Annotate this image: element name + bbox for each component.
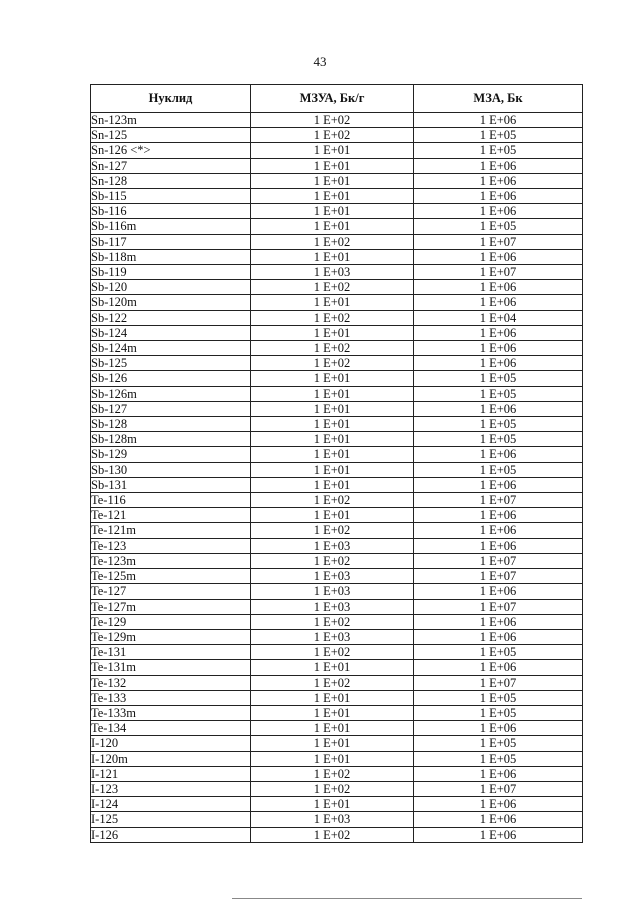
- table-row: [91, 113, 583, 128]
- nuclide-cell: Sb-116m: [91, 219, 251, 234]
- activity-cell: 1 E+07: [414, 599, 583, 614]
- table-row: [91, 508, 583, 523]
- specific-activity-cell: 1 E+02: [251, 675, 414, 690]
- specific-activity-cell: 1 E+02: [251, 341, 414, 356]
- activity-cell: 1 E+05: [414, 371, 583, 386]
- specific-activity-cell: 1 E+03: [251, 812, 414, 827]
- specific-activity-cell: 1 E+03: [251, 599, 414, 614]
- table-row: [91, 599, 583, 614]
- header-nuclide: Нуклид: [91, 85, 251, 113]
- activity-cell: 1 E+05: [414, 736, 583, 751]
- nuclide-cell: Sb-124m: [91, 341, 251, 356]
- table-row: [91, 736, 583, 751]
- activity-cell: 1 E+06: [414, 508, 583, 523]
- activity-cell: 1 E+05: [414, 645, 583, 660]
- activity-cell: 1 E+06: [414, 356, 583, 371]
- nuclide-cell: Sn-126 <*>: [91, 143, 251, 158]
- activity-cell: 1 E+06: [414, 721, 583, 736]
- activity-cell: 1 E+07: [414, 781, 583, 796]
- specific-activity-cell: 1 E+01: [251, 432, 414, 447]
- specific-activity-cell: 1 E+01: [251, 508, 414, 523]
- table-row: [91, 447, 583, 462]
- activity-cell: 1 E+06: [414, 113, 583, 128]
- nuclide-cell: Sb-131: [91, 477, 251, 492]
- table-row: [91, 280, 583, 295]
- specific-activity-cell: 1 E+02: [251, 128, 414, 143]
- nuclide-cell: Sb-126: [91, 371, 251, 386]
- nuclide-cell: Sb-117: [91, 234, 251, 249]
- nuclide-cell: Sb-118m: [91, 249, 251, 264]
- table-row: [91, 523, 583, 538]
- activity-cell: 1 E+06: [414, 629, 583, 644]
- table-row: [91, 584, 583, 599]
- specific-activity-cell: 1 E+01: [251, 219, 414, 234]
- table-row: [91, 705, 583, 720]
- table-header-row: [91, 85, 583, 113]
- specific-activity-cell: 1 E+01: [251, 401, 414, 416]
- nuclide-cell: Te-127m: [91, 599, 251, 614]
- nuclide-cell: I-121: [91, 766, 251, 781]
- nuclide-cell: I-123: [91, 781, 251, 796]
- specific-activity-cell: 1 E+02: [251, 614, 414, 629]
- activity-cell: 1 E+05: [414, 462, 583, 477]
- nuclide-cell: Te-123: [91, 538, 251, 553]
- table-row: [91, 189, 583, 204]
- specific-activity-cell: 1 E+02: [251, 113, 414, 128]
- nuclide-cell: Sn-125: [91, 128, 251, 143]
- activity-cell: 1 E+05: [414, 705, 583, 720]
- specific-activity-cell: 1 E+01: [251, 386, 414, 401]
- table-row: [91, 401, 583, 416]
- table-row: [91, 265, 583, 280]
- table-row: [91, 173, 583, 188]
- nuclide-cell: Sn-128: [91, 173, 251, 188]
- specific-activity-cell: 1 E+02: [251, 523, 414, 538]
- specific-activity-cell: 1 E+02: [251, 781, 414, 796]
- table-row: [91, 295, 583, 310]
- specific-activity-cell: 1 E+01: [251, 797, 414, 812]
- specific-activity-cell: 1 E+01: [251, 371, 414, 386]
- table-row: [91, 781, 583, 796]
- nuclide-cell: Te-129m: [91, 629, 251, 644]
- specific-activity-cell: 1 E+02: [251, 645, 414, 660]
- nuclide-cell: Sb-120: [91, 280, 251, 295]
- specific-activity-cell: 1 E+01: [251, 705, 414, 720]
- activity-cell: 1 E+05: [414, 219, 583, 234]
- table-row: [91, 417, 583, 432]
- activity-cell: 1 E+05: [414, 751, 583, 766]
- nuclide-cell: Sb-120m: [91, 295, 251, 310]
- table-row: [91, 204, 583, 219]
- activity-cell: 1 E+05: [414, 386, 583, 401]
- nuclide-cell: Sb-128: [91, 417, 251, 432]
- activity-cell: 1 E+06: [414, 584, 583, 599]
- table-row: [91, 721, 583, 736]
- table-row: [91, 341, 583, 356]
- specific-activity-cell: 1 E+02: [251, 827, 414, 842]
- header-specific-activity: МЗУА, Бк/г: [251, 85, 414, 113]
- nuclide-cell: Te-131m: [91, 660, 251, 675]
- nuclide-cell: I-126: [91, 827, 251, 842]
- specific-activity-cell: 1 E+02: [251, 553, 414, 568]
- nuclide-cell: Sb-128m: [91, 432, 251, 447]
- activity-cell: 1 E+06: [414, 341, 583, 356]
- nuclide-cell: I-124: [91, 797, 251, 812]
- table-row: [91, 493, 583, 508]
- page-number: 43: [313, 54, 327, 69]
- specific-activity-cell: 1 E+02: [251, 234, 414, 249]
- specific-activity-cell: 1 E+01: [251, 143, 414, 158]
- specific-activity-cell: 1 E+03: [251, 629, 414, 644]
- activity-cell: 1 E+06: [414, 280, 583, 295]
- activity-cell: 1 E+06: [414, 189, 583, 204]
- activity-cell: 1 E+06: [414, 325, 583, 340]
- specific-activity-cell: 1 E+01: [251, 462, 414, 477]
- nuclide-cell: Sb-125: [91, 356, 251, 371]
- nuclide-cell: Te-132: [91, 675, 251, 690]
- nuclide-cell: Te-131: [91, 645, 251, 660]
- table-row: [91, 797, 583, 812]
- activity-cell: 1 E+07: [414, 493, 583, 508]
- specific-activity-cell: 1 E+01: [251, 325, 414, 340]
- table-row: [91, 477, 583, 492]
- table-row: [91, 751, 583, 766]
- specific-activity-cell: 1 E+01: [251, 204, 414, 219]
- table-row: [91, 310, 583, 325]
- nuclide-cell: Te-129: [91, 614, 251, 629]
- nuclide-cell: Te-134: [91, 721, 251, 736]
- specific-activity-cell: 1 E+01: [251, 173, 414, 188]
- nuclide-cell: I-120: [91, 736, 251, 751]
- table-row: [91, 629, 583, 644]
- nuclide-cell: Sb-129: [91, 447, 251, 462]
- activity-cell: 1 E+05: [414, 432, 583, 447]
- nuclide-cell: Sn-127: [91, 158, 251, 173]
- table-row: [91, 158, 583, 173]
- specific-activity-cell: 1 E+03: [251, 569, 414, 584]
- activity-cell: 1 E+07: [414, 675, 583, 690]
- activity-cell: 1 E+04: [414, 310, 583, 325]
- table-row: [91, 553, 583, 568]
- nuclide-cell: Sb-122: [91, 310, 251, 325]
- table-row: [91, 432, 583, 447]
- specific-activity-cell: 1 E+02: [251, 766, 414, 781]
- table-row: [91, 249, 583, 264]
- activity-cell: 1 E+06: [414, 401, 583, 416]
- nuclide-cell: Te-125m: [91, 569, 251, 584]
- table-row: [91, 219, 583, 234]
- nuclide-cell: Sb-116: [91, 204, 251, 219]
- table-row: [91, 675, 583, 690]
- activity-cell: 1 E+06: [414, 295, 583, 310]
- specific-activity-cell: 1 E+02: [251, 280, 414, 295]
- table-row: [91, 660, 583, 675]
- nuclide-cell: Te-121m: [91, 523, 251, 538]
- nuclide-cell: Sb-115: [91, 189, 251, 204]
- activity-cell: 1 E+07: [414, 234, 583, 249]
- table-row: [91, 462, 583, 477]
- specific-activity-cell: 1 E+02: [251, 493, 414, 508]
- activity-cell: 1 E+06: [414, 766, 583, 781]
- nuclide-cell: Te-127: [91, 584, 251, 599]
- nuclide-cell: Te-121: [91, 508, 251, 523]
- nuclide-cell: Sb-119: [91, 265, 251, 280]
- activity-cell: 1 E+07: [414, 569, 583, 584]
- activity-cell: 1 E+06: [414, 173, 583, 188]
- specific-activity-cell: 1 E+02: [251, 356, 414, 371]
- specific-activity-cell: 1 E+03: [251, 265, 414, 280]
- specific-activity-cell: 1 E+01: [251, 751, 414, 766]
- specific-activity-cell: 1 E+01: [251, 417, 414, 432]
- activity-cell: 1 E+06: [414, 158, 583, 173]
- table-row: [91, 143, 583, 158]
- table-row: [91, 371, 583, 386]
- activity-cell: 1 E+05: [414, 417, 583, 432]
- table-row: [91, 128, 583, 143]
- table-row: [91, 812, 583, 827]
- nuclide-table: [90, 84, 583, 843]
- nuclide-cell: Te-133: [91, 690, 251, 705]
- activity-cell: 1 E+05: [414, 143, 583, 158]
- specific-activity-cell: 1 E+01: [251, 158, 414, 173]
- nuclide-cell: Sb-126m: [91, 386, 251, 401]
- nuclide-cell: Sb-124: [91, 325, 251, 340]
- activity-cell: 1 E+07: [414, 265, 583, 280]
- specific-activity-cell: 1 E+01: [251, 189, 414, 204]
- specific-activity-cell: 1 E+01: [251, 690, 414, 705]
- activity-cell: 1 E+06: [414, 614, 583, 629]
- table-row: [91, 645, 583, 660]
- table-row: [91, 827, 583, 842]
- header-activity: МЗА, Бк: [414, 85, 583, 113]
- nuclide-cell: Te-116: [91, 493, 251, 508]
- table-body: [91, 113, 583, 843]
- activity-cell: 1 E+06: [414, 204, 583, 219]
- table-row: [91, 386, 583, 401]
- activity-cell: 1 E+06: [414, 523, 583, 538]
- nuclide-cell: Te-123m: [91, 553, 251, 568]
- table-row: [91, 690, 583, 705]
- activity-cell: 1 E+06: [414, 660, 583, 675]
- table-row: [91, 569, 583, 584]
- activity-cell: 1 E+05: [414, 128, 583, 143]
- activity-cell: 1 E+06: [414, 812, 583, 827]
- activity-cell: 1 E+06: [414, 538, 583, 553]
- activity-cell: 1 E+06: [414, 249, 583, 264]
- nuclide-cell: Te-133m: [91, 705, 251, 720]
- table-row: [91, 234, 583, 249]
- nuclide-cell: Sb-127: [91, 401, 251, 416]
- activity-cell: 1 E+06: [414, 827, 583, 842]
- specific-activity-cell: 1 E+01: [251, 477, 414, 492]
- nuclide-cell: Sb-130: [91, 462, 251, 477]
- table-row: [91, 325, 583, 340]
- specific-activity-cell: 1 E+02: [251, 310, 414, 325]
- activity-cell: 1 E+06: [414, 477, 583, 492]
- table-row: [91, 538, 583, 553]
- specific-activity-cell: 1 E+03: [251, 538, 414, 553]
- specific-activity-cell: 1 E+01: [251, 721, 414, 736]
- specific-activity-cell: 1 E+01: [251, 295, 414, 310]
- specific-activity-cell: 1 E+01: [251, 736, 414, 751]
- activity-cell: 1 E+06: [414, 447, 583, 462]
- nuclide-cell: Sn-123m: [91, 113, 251, 128]
- nuclide-cell: I-125: [91, 812, 251, 827]
- page-bottom-rule: [232, 898, 582, 899]
- table-row: [91, 614, 583, 629]
- nuclide-cell: I-120m: [91, 751, 251, 766]
- activity-cell: 1 E+05: [414, 690, 583, 705]
- table-row: [91, 356, 583, 371]
- specific-activity-cell: 1 E+01: [251, 660, 414, 675]
- specific-activity-cell: 1 E+03: [251, 584, 414, 599]
- activity-cell: 1 E+07: [414, 553, 583, 568]
- specific-activity-cell: 1 E+01: [251, 447, 414, 462]
- activity-cell: 1 E+06: [414, 797, 583, 812]
- specific-activity-cell: 1 E+01: [251, 249, 414, 264]
- table-row: [91, 766, 583, 781]
